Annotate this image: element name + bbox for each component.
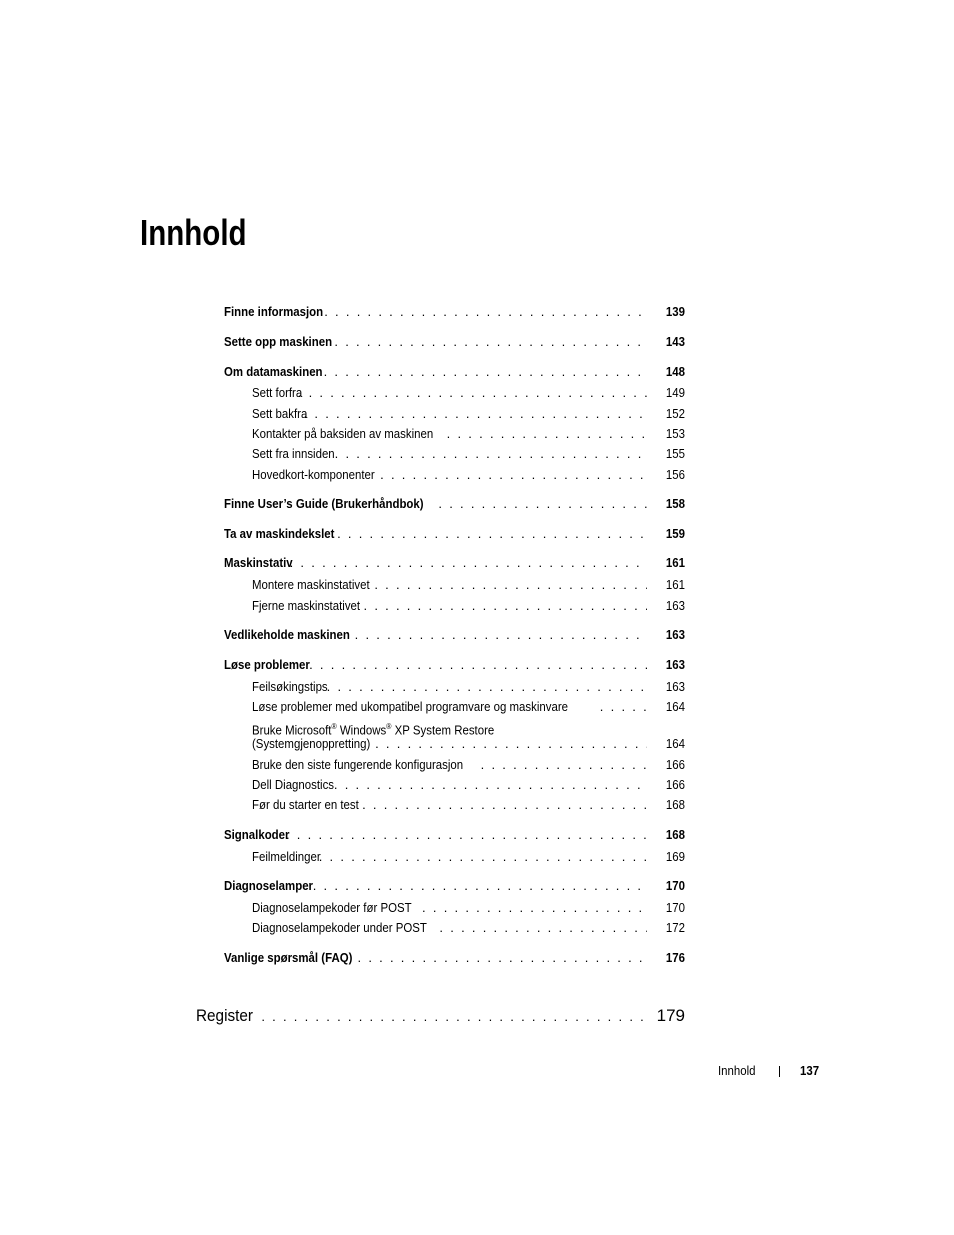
toc-entry-label: Vedlikeholde maskinen <box>224 627 350 642</box>
toc-entry-page: 166 <box>665 777 685 792</box>
toc-entry-page: 164 <box>665 699 685 714</box>
toc-entry-ukompatibel-programvare[interactable] <box>252 697 685 717</box>
dot-leader <box>356 795 647 815</box>
toc-entry-label: Diagnoselampekoder under POST <box>252 920 427 935</box>
page-footer <box>700 1062 820 1080</box>
dot-leader <box>307 876 647 896</box>
footer-page-number: 137 <box>800 1063 820 1078</box>
dot-leader <box>318 362 647 382</box>
toc-entry-lose-problemer[interactable] <box>224 655 685 675</box>
toc-entry-dell-diagnostics[interactable] <box>252 775 685 795</box>
dot-leader <box>349 625 647 645</box>
toc-entry-label: Feilmeldinger <box>252 849 321 864</box>
toc-entry-label: Finne User’s Guide (Brukerhåndbok) <box>224 496 424 511</box>
toc-entry-label-part: XP System Restore <box>391 722 495 738</box>
toc-entry-page: 159 <box>665 526 685 541</box>
toc-entry-kontakter-baksiden[interactable] <box>252 424 685 444</box>
toc-entry-page: 164 <box>665 736 685 751</box>
toc-entry-sett-fra-innsiden[interactable] <box>252 444 685 464</box>
toc-entry-label: (Systemgjenoppretting) <box>252 736 371 751</box>
dot-leader <box>352 948 648 968</box>
toc-entry-label: Sett bakfra <box>252 406 308 421</box>
toc-entry-label: Om datamaskinen <box>224 364 323 379</box>
toc-entry-sett-forfra[interactable] <box>252 383 685 403</box>
toc-entry-siste-fungerende-konfigurasjon[interactable] <box>252 755 685 775</box>
toc-entry-vedlikeholde-maskinen[interactable] <box>224 625 685 645</box>
register-label: Register <box>196 1006 253 1025</box>
toc-entry-page: 163 <box>665 627 685 642</box>
toc-entry-label: Diagnoselamper <box>224 878 314 893</box>
toc-entry-page: 168 <box>665 797 685 812</box>
toc-entry-page: 161 <box>665 555 685 570</box>
dot-leader <box>331 524 647 544</box>
toc-entry-label: Feilsøkingstips <box>252 679 328 694</box>
toc-entry-page: 168 <box>665 827 685 842</box>
toc-entry-om-datamaskinen[interactable] <box>224 362 685 382</box>
toc-entry-label-part: Bruke Microsoft <box>252 722 332 738</box>
toc-entry-page: 148 <box>665 364 685 379</box>
registered-mark: ® <box>331 722 337 731</box>
dot-leader <box>416 898 647 918</box>
toc-entry-system-restore[interactable] <box>252 734 685 754</box>
toc-entry-diagnoselamper[interactable] <box>224 876 685 896</box>
toc-entry-label: Signalkoder <box>224 827 290 842</box>
toc-entry-page: 163 <box>665 679 685 694</box>
dot-leader <box>441 424 647 444</box>
toc-entry-diagnoselampekoder-for-post[interactable] <box>252 898 685 918</box>
toc-entry-signalkoder[interactable] <box>224 825 685 845</box>
toc-entry-label: Hovedkort-komponenter <box>252 467 375 482</box>
footer-separator <box>779 1066 780 1077</box>
footer-section-title: Innhold <box>718 1063 756 1078</box>
dot-leader <box>433 918 647 938</box>
dot-leader <box>303 655 647 675</box>
toc-entry-label: Løse problemer med ukompatibel programvare og maskinvare <box>252 699 569 714</box>
toc-entry-for-du-starter[interactable] <box>252 795 685 815</box>
toc-entry-ta-av-maskindekslet[interactable] <box>224 524 685 544</box>
toc-entry-page: 155 <box>665 446 685 461</box>
toc-entry-page: 163 <box>665 598 685 613</box>
toc-entry-maskinstativ[interactable] <box>224 553 685 573</box>
dot-leader <box>313 847 647 867</box>
toc-entry-finne-informasjon[interactable] <box>224 302 685 322</box>
toc-entry-label: Fjerne maskinstativet <box>252 598 361 613</box>
toc-entry-label: Vanlige spørsmål (FAQ) <box>224 950 353 965</box>
toc-entry-diagnoselampekoder-under-post[interactable] <box>252 918 685 938</box>
toc-entry-page: 153 <box>665 426 685 441</box>
toc-entry-label-part: Windows <box>336 722 387 738</box>
toc-entry-feilmeldinger[interactable] <box>252 847 685 867</box>
toc-entry-page: 172 <box>665 920 685 935</box>
dot-leader <box>594 697 647 717</box>
toc-entry-label: Løse problemer <box>224 657 310 672</box>
page-title: Innhold <box>140 212 247 253</box>
toc-entry-page: 152 <box>665 406 685 421</box>
toc-entry-page: 163 <box>665 657 685 672</box>
dot-leader <box>432 494 647 514</box>
toc-entry-page: 158 <box>665 496 685 511</box>
toc-entry-page: 166 <box>665 757 685 772</box>
dot-leader <box>259 1004 644 1030</box>
dot-leader <box>368 575 647 595</box>
toc-entry-label: Maskinstativ <box>224 555 293 570</box>
toc-entry-label: Sett fra innsiden <box>252 446 335 461</box>
toc-entry-label: Ta av maskindekslet <box>224 526 335 541</box>
dot-leader <box>318 302 647 322</box>
registered-mark: ® <box>386 722 392 731</box>
toc-entry-label: Sette opp maskinen <box>224 334 333 349</box>
dot-leader <box>284 553 647 573</box>
toc-entry-label: Diagnoselampekoder før POST <box>252 900 412 915</box>
toc-entry-label: Kontakter på baksiden av maskinen <box>252 426 434 441</box>
toc-entry-feilsokingstips[interactable] <box>252 677 685 697</box>
toc-entry-page: 156 <box>665 467 685 482</box>
toc-entry-page: 161 <box>665 577 685 592</box>
dot-leader <box>298 404 647 424</box>
toc-entry-sette-opp-maskinen[interactable] <box>224 332 685 352</box>
dot-leader <box>475 755 647 775</box>
dot-leader <box>369 734 647 754</box>
dot-leader <box>329 444 647 464</box>
toc-entry-finne-users-guide[interactable] <box>224 494 685 514</box>
toc-entry-label: Montere maskinstativet <box>252 577 370 592</box>
toc-entry-fjerne-maskinstativet[interactable] <box>252 596 685 616</box>
toc-entry-page: 170 <box>665 900 685 915</box>
toc-entry-label: Bruke den siste fungerende konfigurasjon <box>252 757 464 772</box>
toc-entry-montere-maskinstativet[interactable] <box>252 575 685 595</box>
toc-entry-page: 170 <box>665 878 685 893</box>
toc-entry-page: 139 <box>665 304 685 319</box>
dot-leader <box>374 465 647 485</box>
dot-leader <box>280 825 647 845</box>
toc-entry-vanlige-sporsmal[interactable] <box>224 948 685 968</box>
toc-entry-register[interactable] <box>196 1003 685 1029</box>
toc-entry-label: Før du starter en test <box>252 797 359 812</box>
toc-entry-sett-bakfra[interactable] <box>252 404 685 424</box>
toc-entry-page: 169 <box>665 849 685 864</box>
toc-entry-label: Sett forfra <box>252 385 303 400</box>
dot-leader <box>292 383 647 403</box>
dot-leader <box>358 596 647 616</box>
toc-entry-hovedkort-komponenter[interactable] <box>252 465 685 485</box>
toc-entry-label: Finne informasjon <box>224 304 324 319</box>
dot-leader <box>328 775 647 795</box>
toc-entry-page: 143 <box>665 334 685 349</box>
register-page: 179 <box>656 1006 685 1025</box>
dot-leader <box>328 332 647 352</box>
toc-entry-label: Dell Diagnostics <box>252 777 335 792</box>
toc-entry-page: 149 <box>665 385 685 400</box>
dot-leader <box>321 677 647 697</box>
toc-entry-page: 176 <box>665 950 685 965</box>
